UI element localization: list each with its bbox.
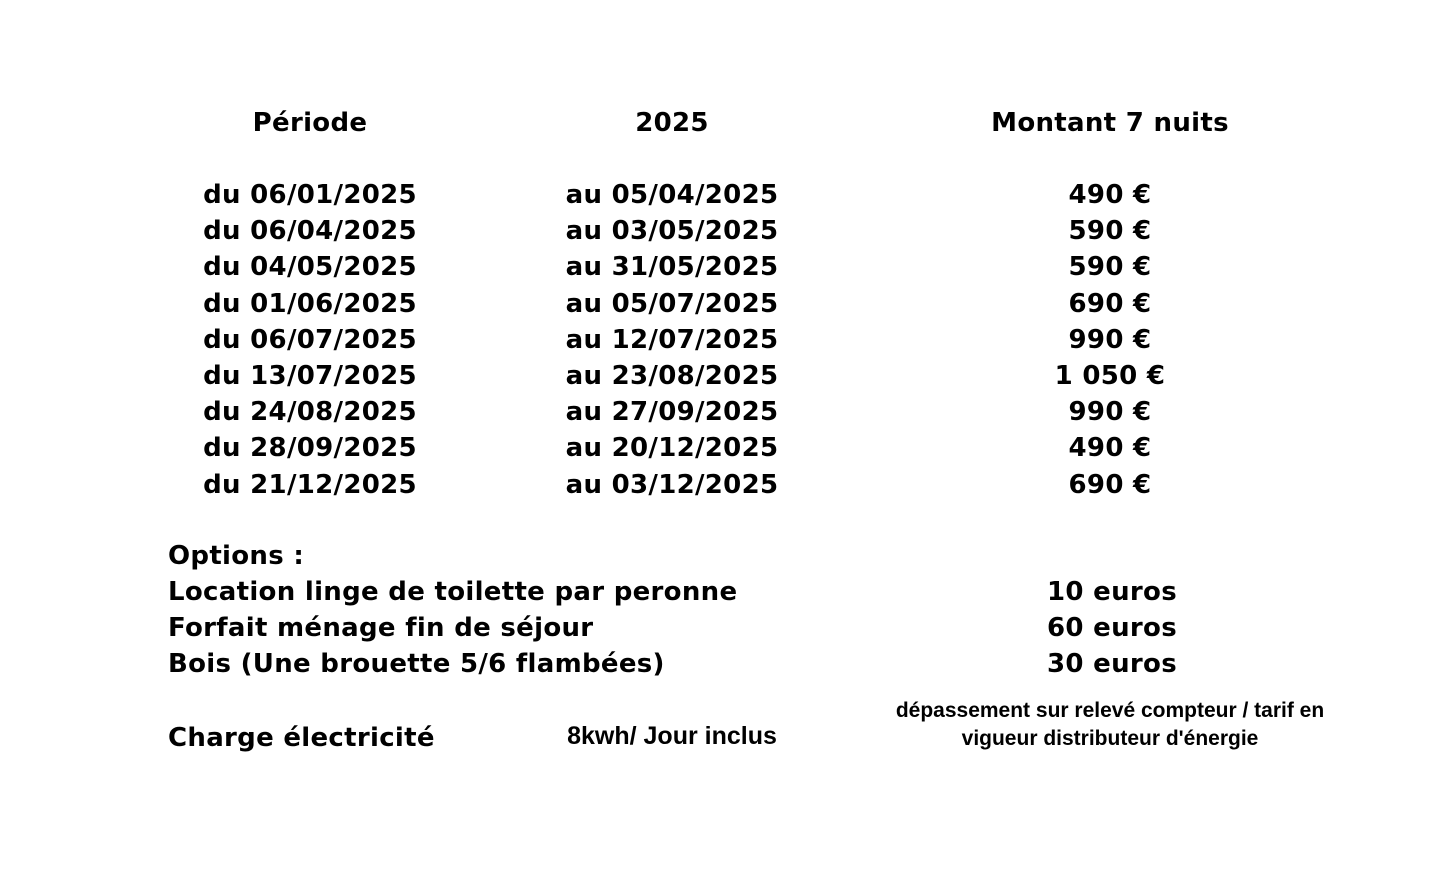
- row-amount: 990 €: [1068, 324, 1152, 355]
- row-to: au 03/05/2025: [565, 216, 779, 247]
- row-amount: 690 €: [1068, 288, 1152, 319]
- option-price: 30 euros: [1047, 649, 1177, 680]
- row-to: au 12/07/2025: [565, 324, 779, 355]
- row-amount: 590 €: [1068, 252, 1152, 283]
- options-title: Options :: [168, 541, 305, 571]
- header-year: 2025: [635, 108, 709, 138]
- row-amount: 1 050 €: [1054, 360, 1166, 391]
- option-price: 60 euros: [1047, 613, 1177, 644]
- row-amount: 990 €: [1068, 397, 1152, 428]
- electricity-note: [880, 697, 1340, 753]
- table-row: [0, 467, 1448, 503]
- row-from: du 06/04/2025: [203, 216, 417, 247]
- table-row: [0, 322, 1448, 358]
- row-from: du 01/06/2025: [203, 288, 417, 319]
- row-amount: 490 €: [1068, 433, 1152, 464]
- option-item: [0, 610, 1448, 646]
- option-label: Forfait ménage fin de séjour: [168, 613, 594, 644]
- options-list: [0, 574, 1448, 683]
- header-period: Période: [252, 108, 368, 138]
- row-amount: 490 €: [1068, 180, 1152, 210]
- electricity-label: Charge électricité: [168, 723, 435, 753]
- option-label: Location linge de toilette par peronne: [168, 577, 738, 607]
- row-from: du 04/05/2025: [203, 252, 417, 283]
- table-row: [0, 249, 1448, 285]
- electricity-note-line1: dépassement sur relevé compteur / tarif en: [895, 699, 1325, 722]
- row-to: au 03/12/2025: [565, 469, 779, 500]
- row-from: du 13/07/2025: [203, 360, 417, 391]
- table-row: [0, 177, 1448, 213]
- rates-table: [0, 177, 1448, 503]
- row-from: du 24/08/2025: [203, 397, 417, 428]
- row-from: du 28/09/2025: [203, 433, 417, 464]
- option-price: 10 euros: [1047, 577, 1177, 607]
- row-from: du 06/07/2025: [203, 324, 417, 355]
- table-row: [0, 430, 1448, 466]
- option-item: [0, 574, 1448, 610]
- row-to: au 23/08/2025: [565, 360, 779, 391]
- row-from: du 06/01/2025: [203, 180, 417, 210]
- electricity-note-line2: vigueur distributeur d'énergie: [961, 727, 1259, 750]
- row-to: au 20/12/2025: [565, 433, 779, 464]
- table-row: [0, 286, 1448, 322]
- option-label: Bois (Une brouette 5/6 flambées): [168, 649, 665, 680]
- table-row: [0, 213, 1448, 249]
- row-to: au 31/05/2025: [565, 252, 779, 283]
- option-item: [0, 646, 1448, 682]
- row-to: au 05/07/2025: [565, 288, 779, 319]
- row-amount: 690 €: [1068, 469, 1152, 500]
- row-from: du 21/12/2025: [203, 469, 417, 500]
- row-to: au 27/09/2025: [565, 397, 779, 428]
- row-amount: 590 €: [1068, 216, 1152, 247]
- row-to: au 05/04/2025: [565, 180, 779, 210]
- table-row: [0, 394, 1448, 430]
- table-header: [0, 105, 1448, 141]
- header-amount: Montant 7 nuits: [991, 108, 1229, 138]
- electricity-included: 8kwh/ Jour inclus: [567, 722, 777, 750]
- table-row: [0, 358, 1448, 394]
